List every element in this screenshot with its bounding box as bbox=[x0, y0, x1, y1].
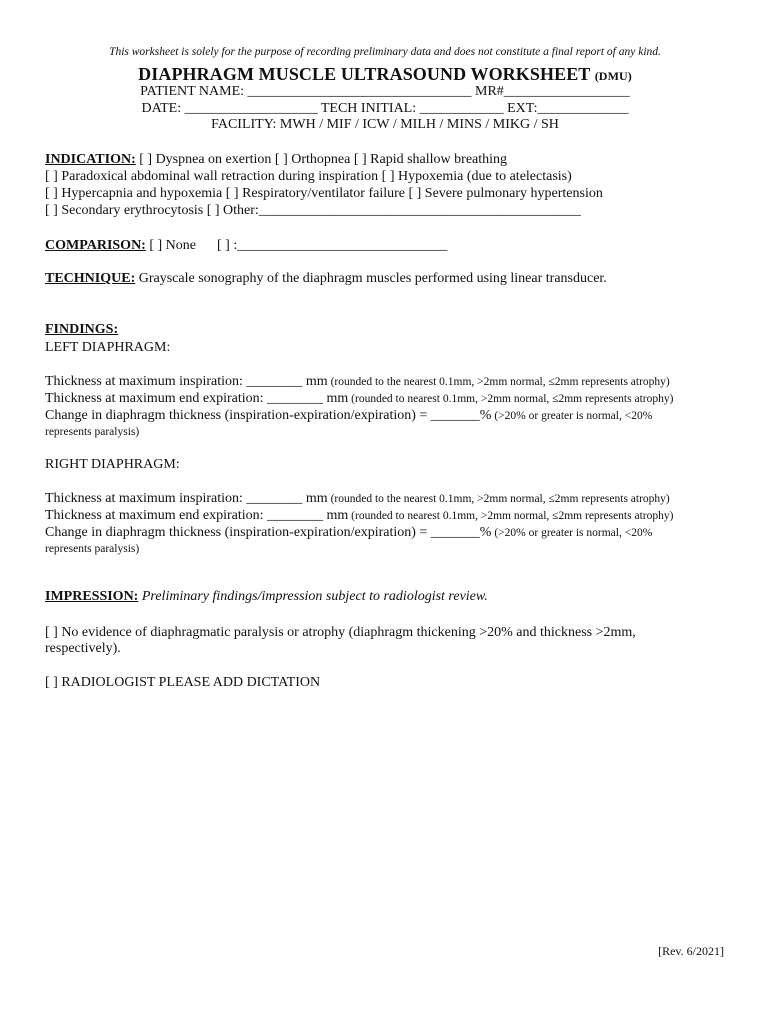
left-change-note: (>20% or greater is normal, <20% bbox=[491, 410, 653, 422]
indication-options-1[interactable]: [ ] Dyspnea on exertion [ ] Orthopnea [ ] Rapid shallow breathing bbox=[135, 152, 508, 167]
impression-option-1[interactable]: [ ] No evidence of diaphragmatic paralysis or atrophy (diaphragm thickening >20% and thickness >2mm, bbox=[45, 625, 636, 640]
comparison-options[interactable]: [ ] None [ ] :______________________________ bbox=[145, 238, 448, 253]
right-change-note: (>20% or greater is normal, <20% bbox=[491, 527, 653, 539]
left-diaphragm-title: LEFT DIAPHRAGM: bbox=[45, 340, 171, 355]
left-change-field[interactable]: Change in diaphragm thickness (inspiration-expiration/expiration) = _______% bbox=[45, 408, 492, 423]
left-insp-note: (rounded to the nearest 0.1mm, >2mm normal, ≤2mm represents atrophy) bbox=[327, 376, 670, 388]
findings-heading: FINDINGS: bbox=[45, 322, 119, 337]
right-diaphragm-title: RIGHT DIAPHRAGM: bbox=[45, 457, 180, 472]
impression-line bbox=[45, 589, 488, 605]
indication-line-1 bbox=[45, 152, 507, 168]
impression-text: Preliminary findings/impression subject to radiologist review. bbox=[138, 589, 488, 604]
technique-text: Grayscale sonography of the diaphragm muscles performed using linear transducer. bbox=[135, 271, 607, 286]
left-exp-field[interactable]: Thickness at maximum end expiration: ________ mm bbox=[45, 391, 349, 406]
revision-label: [Rev. 6/2021] bbox=[658, 944, 724, 958]
indication-line-4[interactable]: [ ] Secondary erythrocytosis [ ] Other:______________________________________________ bbox=[45, 203, 581, 218]
date-line[interactable]: DATE: ___________________ TECH INITIAL: ____________ EXT:_____________ bbox=[141, 101, 629, 116]
right-exp-row[interactable] bbox=[45, 508, 673, 524]
left-exp-row[interactable] bbox=[45, 391, 673, 407]
right-insp-note: (rounded to the nearest 0.1mm, >2mm normal, ≤2mm represents atrophy) bbox=[327, 493, 670, 505]
disclaimer: This worksheet is solely for the purpose of recording preliminary data and does not constitute a final report of any kind. bbox=[109, 46, 661, 58]
indication-line-3[interactable]: [ ] Hypercapnia and hypoxemia [ ] Respiratory/ventilator failure [ ] Severe pulmonary hypertension bbox=[45, 186, 603, 201]
left-insp-row[interactable] bbox=[45, 374, 670, 390]
left-change-note-2: represents paralysis) bbox=[45, 426, 140, 438]
right-change-note-2: represents paralysis) bbox=[45, 543, 140, 555]
page-title bbox=[0, 64, 770, 85]
impression-option-1-cont: respectively). bbox=[45, 641, 121, 656]
left-insp-field[interactable]: Thickness at maximum inspiration: ________ mm bbox=[45, 374, 328, 389]
right-insp-field[interactable]: Thickness at maximum inspiration: ________ mm bbox=[45, 491, 328, 506]
left-change-row[interactable] bbox=[45, 408, 652, 424]
facility-line[interactable]: FACILITY: MWH / MIF / ICW / MILH / MINS / MIKG / SH bbox=[211, 117, 559, 132]
right-insp-row[interactable] bbox=[45, 491, 670, 507]
indication-line-2[interactable]: [ ] Paradoxical abdominal wall retraction during inspiration [ ] Hypoxemia (due to atelectasis) bbox=[45, 169, 572, 184]
patient-line[interactable]: PATIENT NAME: ________________________________ MR#__________________ bbox=[140, 84, 630, 99]
impression-heading: IMPRESSION: bbox=[45, 589, 139, 604]
title-main: DIAPHRAGM MUSCLE ULTRASOUND WORKSHEET bbox=[138, 64, 591, 84]
comparison-heading: COMPARISON: bbox=[45, 238, 146, 253]
technique-line bbox=[45, 271, 607, 287]
indication-heading: INDICATION: bbox=[45, 152, 136, 167]
impression-option-2[interactable]: [ ] RADIOLOGIST PLEASE ADD DICTATION bbox=[45, 675, 321, 690]
right-change-row[interactable] bbox=[45, 525, 652, 541]
left-exp-note: (rounded to nearest 0.1mm, >2mm normal, ≤2mm represents atrophy) bbox=[348, 393, 674, 405]
right-exp-field[interactable]: Thickness at maximum end expiration: ________ mm bbox=[45, 508, 349, 523]
technique-heading: TECHNIQUE: bbox=[45, 271, 136, 286]
comparison-line bbox=[45, 238, 447, 254]
right-change-field[interactable]: Change in diaphragm thickness (inspiration-expiration/expiration) = _______% bbox=[45, 525, 492, 540]
right-exp-note: (rounded to nearest 0.1mm, >2mm normal, ≤2mm represents atrophy) bbox=[348, 510, 674, 522]
title-abbr: (DMU) bbox=[594, 69, 632, 83]
